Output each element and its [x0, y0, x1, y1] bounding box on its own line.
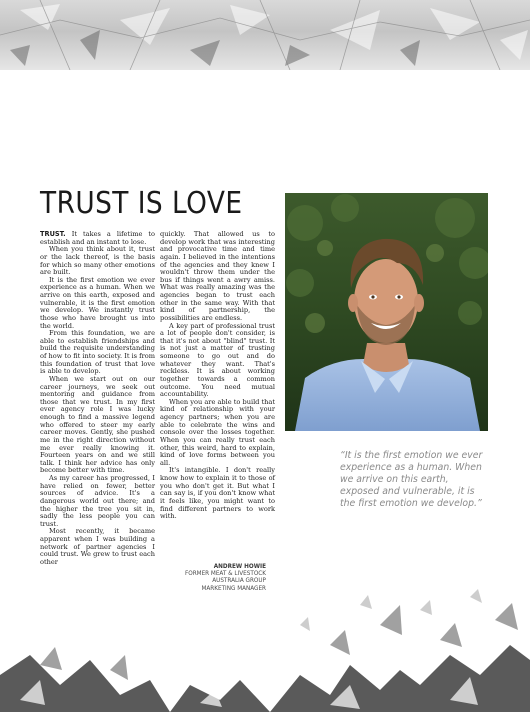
paragraph: Most recently, it became apparent when I was building a network of partner agencies I could trust. We grew to trust each other [40, 527, 155, 566]
pull-quote: “It is the first emotion we ever experience as a human. When we arrive on this earth, exposed and vulnerable, it is the first emotion we develop.” [340, 450, 483, 509]
paragraph: TRUST. It takes a lifetime to establish and an instant to lose. [40, 230, 155, 246]
shattered-glass-banner [0, 0, 530, 70]
author-name: ANDREW HOWIE [213, 564, 266, 570]
paragraph: As my career has progressed, I have relied on fewer, better sources of advice. It's a dangerous world out there; and the higher the tree you sit in, sadly the less people you can trust. [40, 474, 155, 528]
paragraph: A key part of professional trust a lot of people don't consider, is that it's not about "blind" trust. It is not just a matter of trusting someone to go out and do whatever they want. That's reckless. It is about working together towards a common outcome. You need mutual accountability. [160, 321, 275, 399]
article-title: TRUST IS LOVE [40, 186, 243, 221]
paragraph: From this foundation, we are able to establish friendships and build the requisite understanding of how to fit into society. It is from this foundation of trust that love is able to develop. [40, 329, 155, 376]
paragraph: It is the first emotion we ever experience as a human. When we arrive on this earth, exposed and vulnerable, it is the first emotion we develop. We instantly trust those who have brought us into the world. [40, 275, 155, 330]
author-portrait-photo [285, 193, 488, 431]
paragraph: When we start out on our career journeys, we seek out mentoring and guidance from those that we trust. In my first ever agency role I was lucky enough to find a massive legend who offered to steer my early career moves. Gently, she pushed me in the right direction without me ever really knowing it. Fourteen years on and we still talk. I think her advice has only become better with time. [40, 374, 155, 475]
article-column-1 [40, 231, 155, 567]
article-column-2 [160, 231, 275, 521]
shattered-glass-footer [0, 585, 530, 712]
lead-word: TRUST. [40, 230, 66, 238]
author-role: MARKETING MANAGER [201, 585, 266, 592]
paragraph: When you think about it, trust or the lack thereof, is the basis for which so many other emotions are built. [40, 245, 155, 277]
paragraph: It's intangible. I don't really know how to explain it to those of you who don't get it. But what I can say is, if you don't know what it feels like, you might want to find different partners to work with. [160, 466, 275, 521]
paragraph: quickly. That allowed us to develop work that was interesting and provocative time and time again. I believed in the intentions of the agencies and they knew I wouldn't throw them under the bus if things went a awry amiss. What was really amazing was the agencies began to trust each other in the same way. With that kind of partnership, the possibilities are endless. [160, 230, 275, 322]
paragraph: When you are able to build that kind of relationship with your agency partners; when you are able to celebrate the wins and console over the losses together. When you can really trust each other, this weird, hard to explain, kind of love forms between you all. [160, 397, 275, 467]
author-role: AUSTRALIA GROUP [212, 578, 266, 585]
author-role: FORMER MEAT & LIVESTOCK [184, 571, 266, 578]
